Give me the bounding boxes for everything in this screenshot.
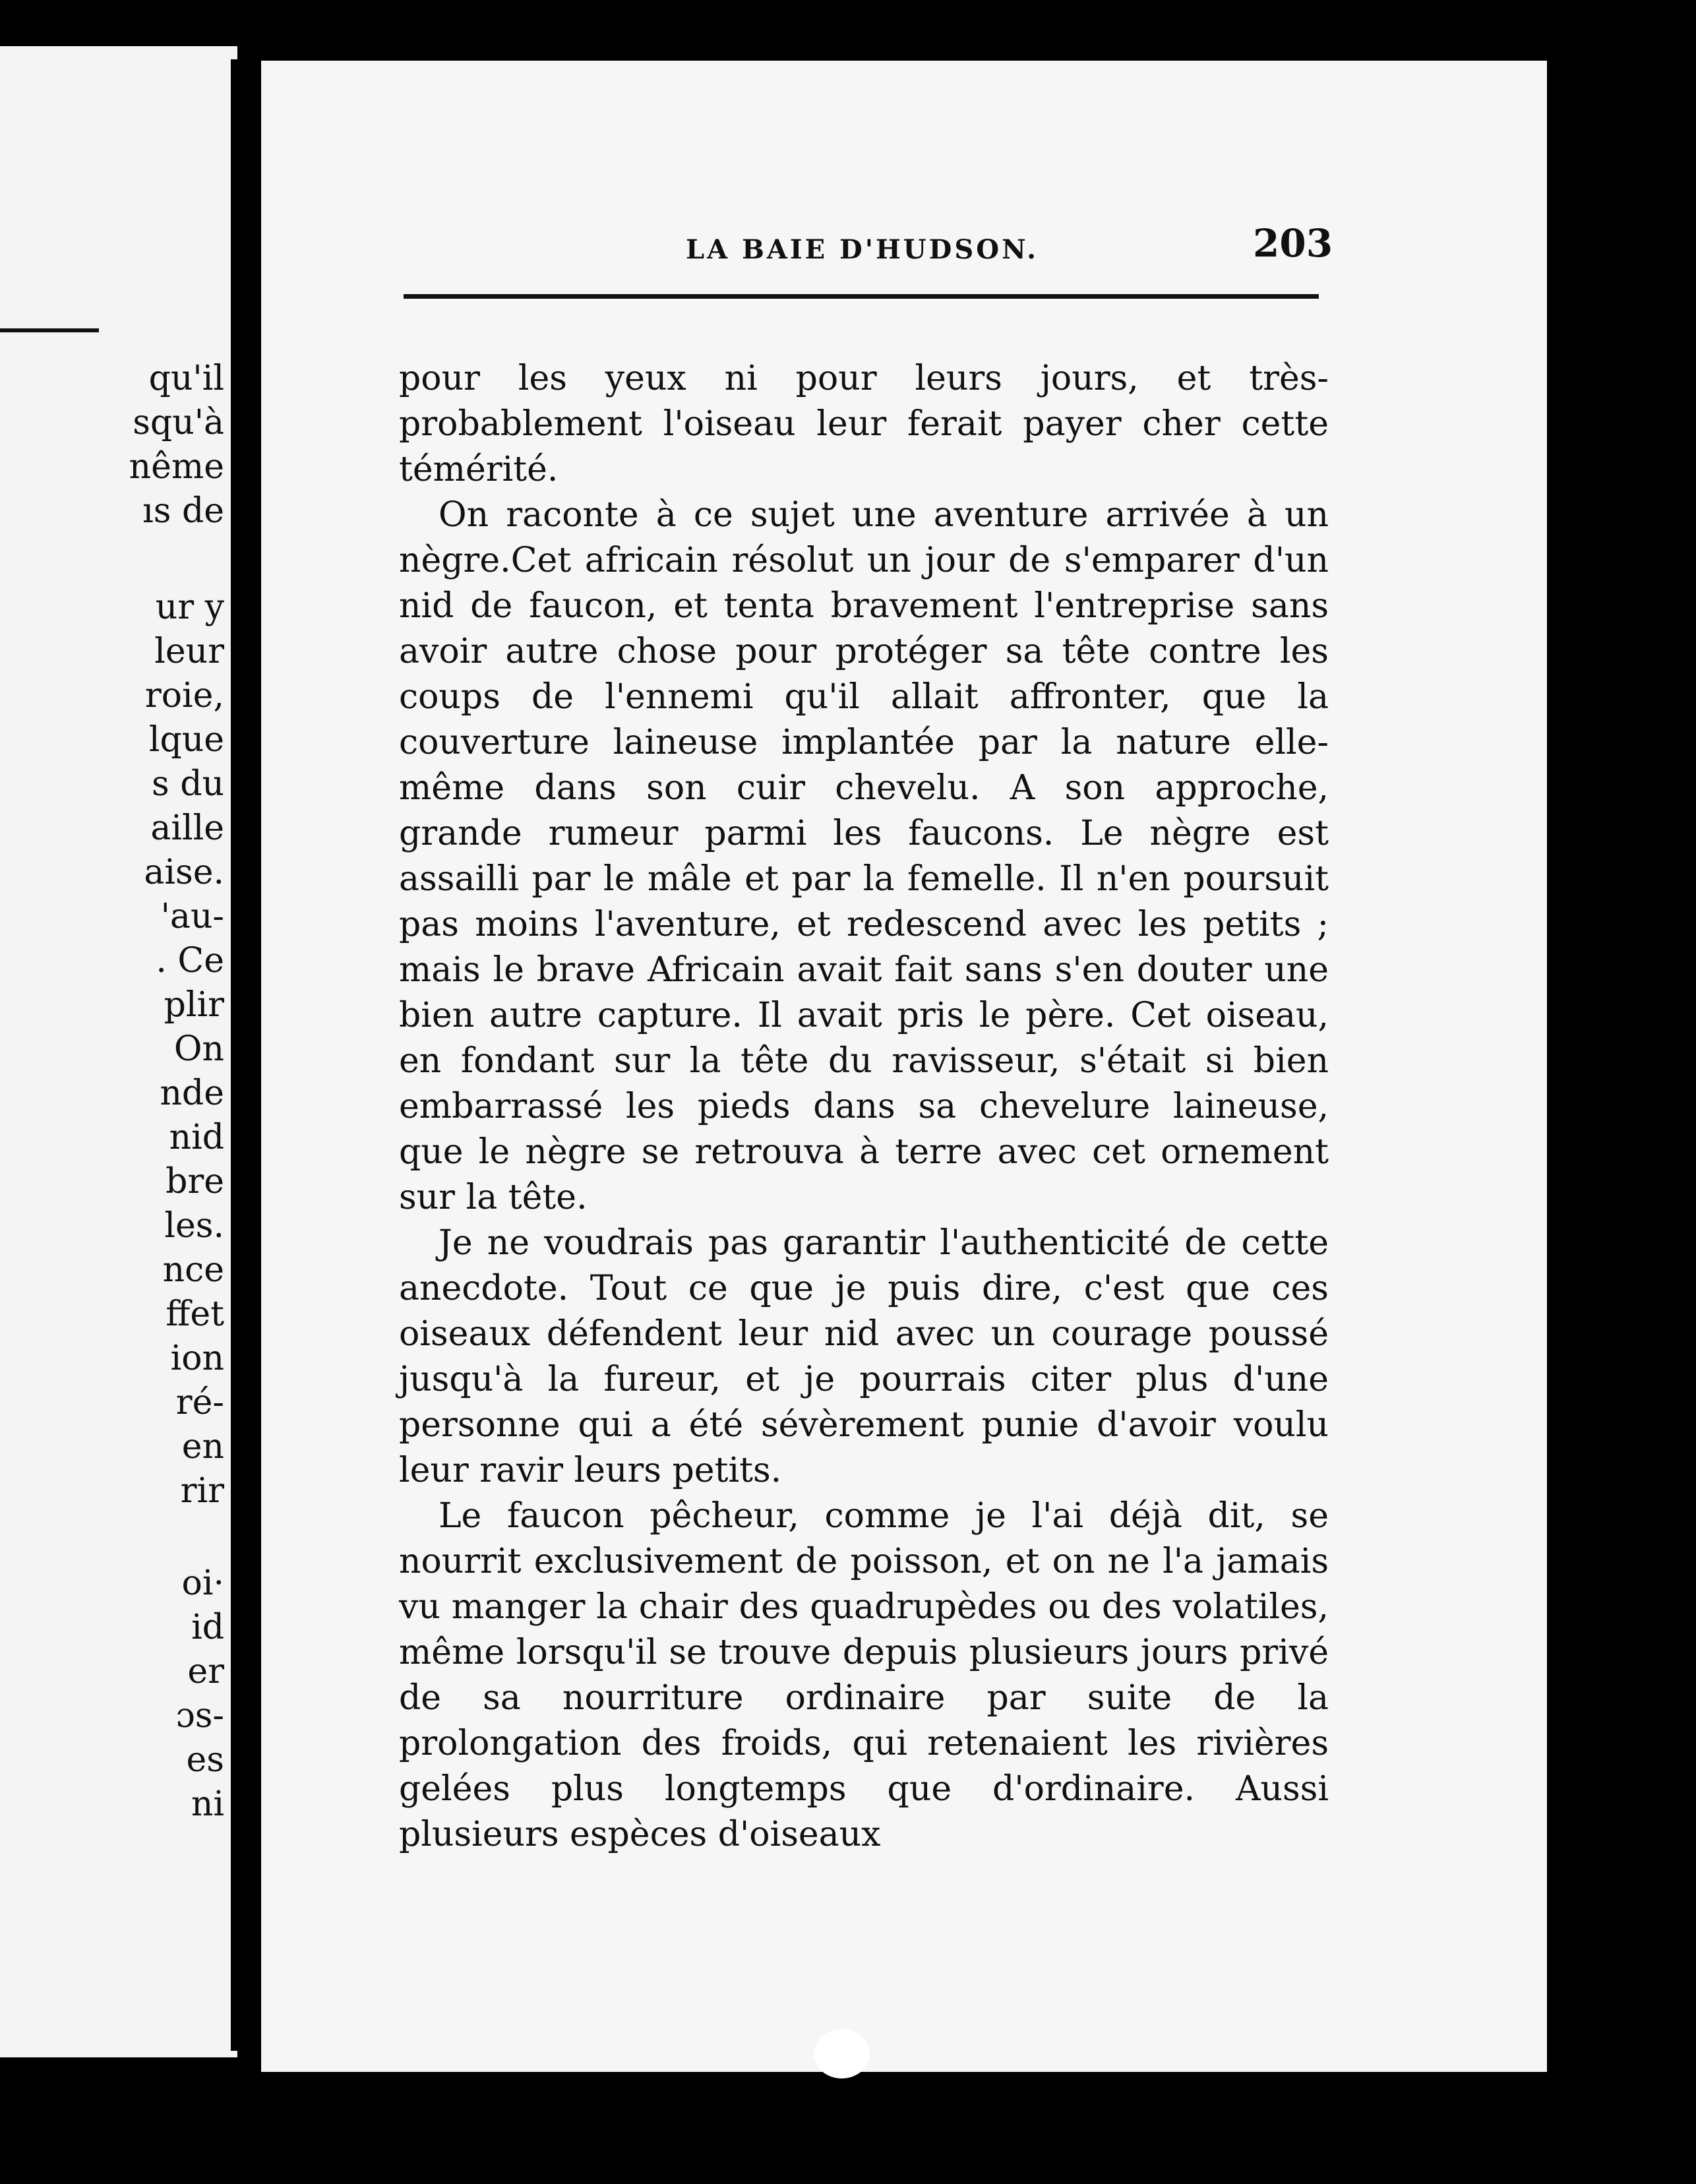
header-rule (404, 294, 1319, 299)
left-page-fragment: er (187, 1652, 224, 1691)
left-page (0, 46, 237, 2057)
body-text (399, 356, 1329, 1858)
left-page-fragment: nême (129, 447, 224, 487)
left-page-fragment: nid (169, 1118, 224, 1157)
left-page-fragment: ɔs- (175, 1696, 224, 1736)
paragraph: pour les yeux ni pour leurs jours, et très-probablement l'oiseau leur ferait payer cher cette témérité. (399, 359, 1329, 489)
paragraph: Le faucon pêcheur, comme je l'ai déjà dit, se nourrit exclusivement de poisson, et on ne l'a jamais vu manger la chair des quadrupèdes ou des volatiles, même lorsqu'il se trouve depuis plusieurs jours privé de sa nourriture ordinaire par suite de la prolongation des froids, qui retenaient les rivières gelées plus longtemps que d'ordinaire. Aussi plusieurs espèces d'oiseaux (399, 1496, 1329, 1854)
paragraph: On raconte à ce sujet une aventure arrivée à un nègre.Cet africain résolut un jour de s'emparer d'un nid de faucon, et tenta bravement l'entreprise sans avoir autre chose pour protéger sa tête contre les coups de l'ennemi qu'il allait affronter, que la couverture laineuse implantée par la nature elle-même dans son cuir chevelu. A son approche, grande rumeur parmi les faucons. Le nègre est assailli par le mâle et par la femelle. Il n'en poursuit pas moins l'aventure, et redescend avec les petits ; mais le brave Africain avait fait sans s'en douter une bien autre capture. Il avait pris le père. Cet oiseau, en fondant sur la tête du ravisseur, s'était si bien embarrassé les pieds dans sa chevelure laineuse, que le nègre se retrouva à terre avec cet ornement sur la tête. (399, 495, 1329, 1217)
paper-smudge (814, 2029, 870, 2078)
paragraph: Je ne voudrais pas garantir l'authenticité de cette anecdote. Tout ce que je puis dire, c'est que ces oiseaux défendent leur nid avec un courage poussé jusqu'à la fureur, et je pourrais citer plus d'une personne qui a été sévèrement punie d'avoir voulu leur ravir leurs petits. (399, 1223, 1329, 1490)
left-page-fragment: s du (152, 764, 224, 804)
left-page-fragment: qu'il (148, 359, 224, 398)
left-page-fragment: squ'à (133, 403, 224, 442)
left-page-fragment: aille (150, 808, 224, 848)
book-spine (231, 59, 252, 2051)
left-page-fragment: roie, (144, 676, 224, 715)
left-page-fragment: lque (148, 720, 224, 760)
left-page-fragment: ffet (166, 1294, 224, 1334)
left-page-fragment: en (181, 1427, 224, 1467)
left-page-fragment: ion (170, 1339, 224, 1378)
page-number: 203 (1253, 221, 1333, 266)
left-page-fragment: nde (160, 1074, 224, 1113)
left-page-fragment: ré- (175, 1383, 224, 1422)
left-page-fragment: nce (162, 1250, 224, 1290)
left-page-rule (0, 328, 99, 332)
left-page-fragment: les. (164, 1206, 224, 1246)
left-page-fragment: ıs de (142, 491, 224, 531)
running-header: LA BAIE D'HUDSON. (686, 234, 1039, 265)
left-page-fragment: oi· (181, 1563, 224, 1603)
left-page-fragment: On (173, 1029, 224, 1069)
left-page-fragment: rir (180, 1471, 224, 1511)
left-page-fragment: 'au- (160, 897, 224, 936)
left-page-fragment: ur y (155, 588, 224, 627)
left-page-fragment: plir (164, 985, 224, 1025)
left-page-fragment: . Ce (156, 941, 224, 981)
left-page-fragment: es (186, 1740, 224, 1780)
left-page-fragment: aise. (144, 853, 224, 892)
left-page-fragment: bre (166, 1162, 224, 1201)
left-page-fragment: ni (191, 1784, 224, 1824)
left-page-fragment: id (191, 1608, 224, 1647)
left-page-fragment: leur (154, 632, 224, 671)
